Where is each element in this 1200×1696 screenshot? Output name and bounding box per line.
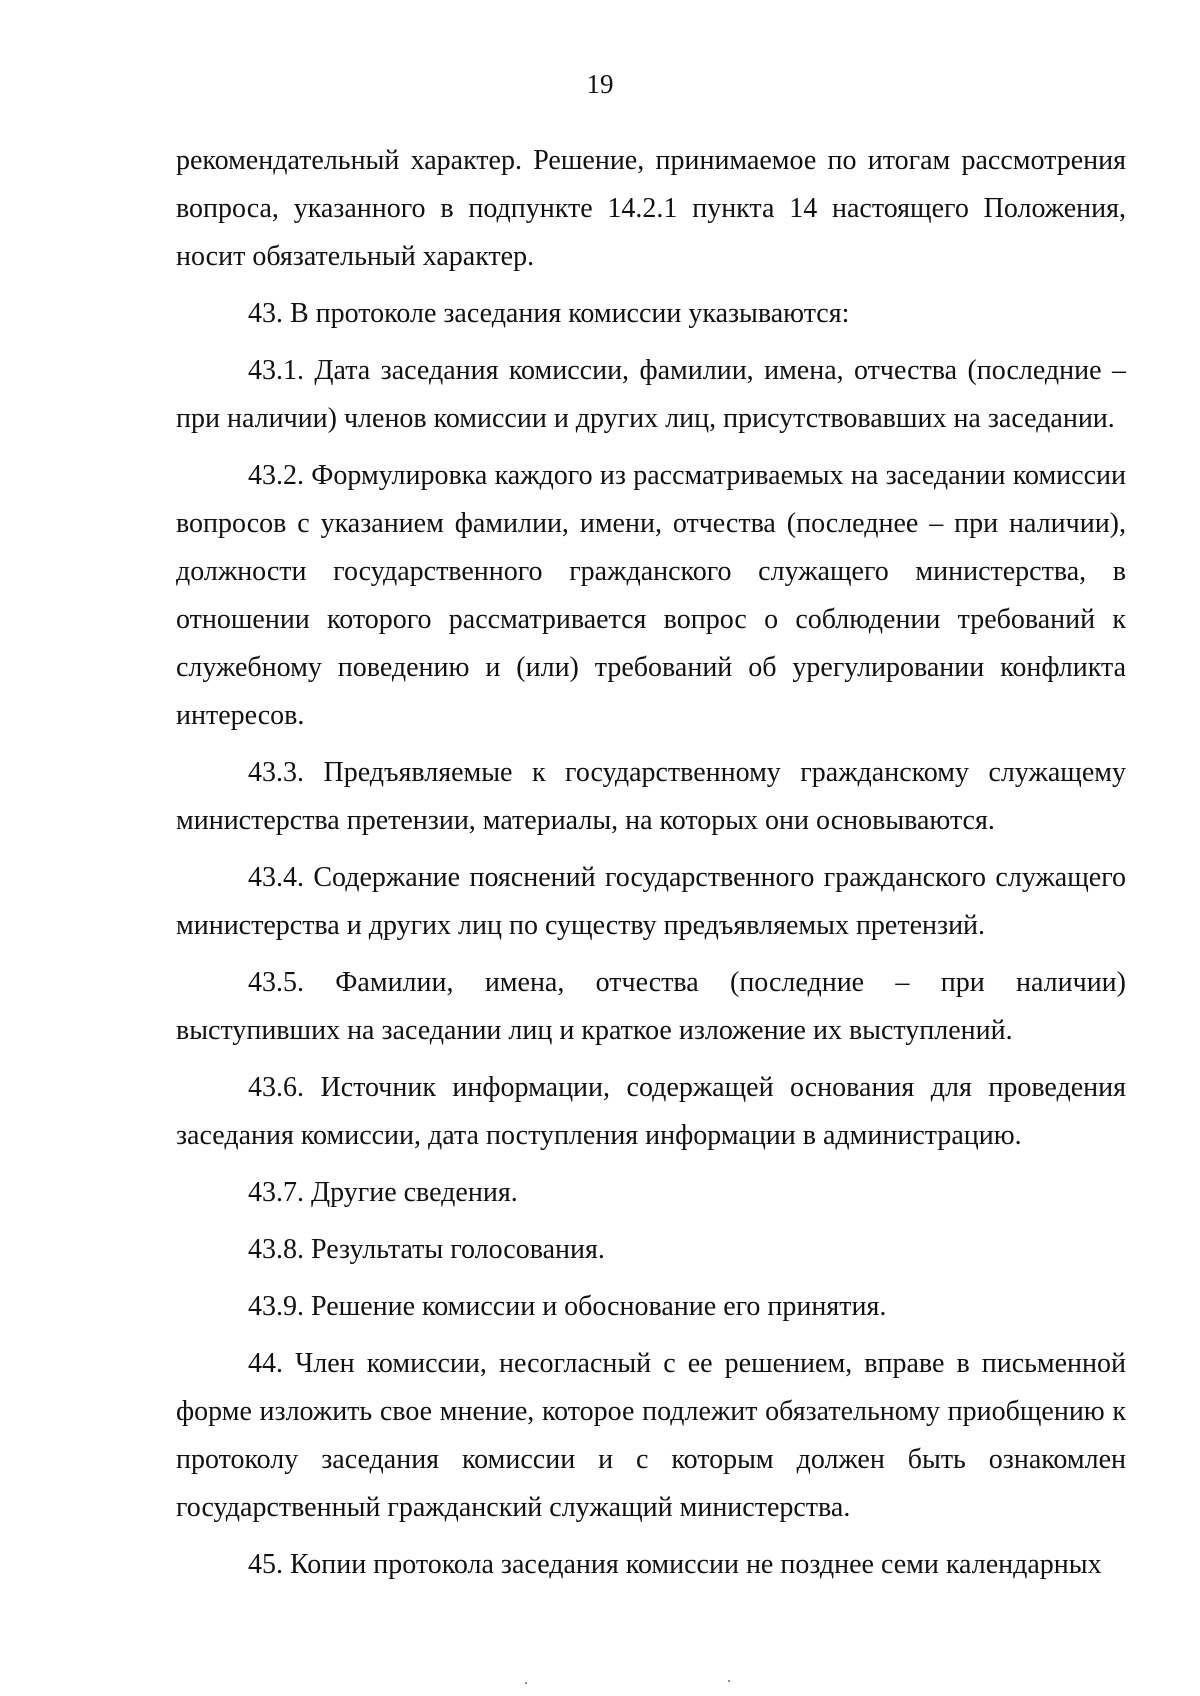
paragraph-43-4: 43.4. Содержание пояснений государственного гражданского служащего министерства и других лиц по существу предъявляемых претензий. [176, 862, 1126, 941]
paragraph-43-7: 43.7. Другие сведения. [248, 1177, 518, 1208]
paragraph-43: 43. В протоколе заседания комиссии указываются: [248, 298, 850, 329]
scan-speck [728, 1680, 730, 1682]
paragraph-43-8: 43.8. Результаты голосования. [248, 1234, 605, 1265]
scan-speck [525, 1682, 527, 1684]
paragraph-43-6: 43.6. Источник информации, содержащей основания для проведения заседания комиссии, дата поступления информации в администрацию. [176, 1072, 1126, 1151]
paragraph-43-3: 43.3. Предъявляемые к государственному гражданскому служащему министерства претензии, материалы, на которых они основываются. [176, 757, 1126, 836]
page-number: 19 [586, 69, 614, 99]
document-body [176, 137, 1126, 1589]
paragraph-continuation: рекомендательный характер. Решение, принимаемое по итогам рассмотрения вопроса, указанного в подпункте 14.2.1 пункта 14 настоящего Положения, носит обязательный характер. [176, 145, 1126, 272]
paragraph-44: 44. Член комиссии, несогласный с ее решением, вправе в письменной форме изложить свое мнение, которое подлежит обязательному приобщению к протоколу заседания комиссии и с которым должен быть ознакомлен государственный гражданский служащий министерства. [176, 1348, 1126, 1523]
paragraph-43-2: 43.2. Формулировка каждого из рассматриваемых на заседании комиссии вопросов с указанием фамилии, имени, отчества (последнее – при наличии), должности государственного гражданского служащего министерства, в отношении которого рассматривается вопрос о соблюдении требований к служебному поведению и (или) требований об урегулировании конфликта интересов. [176, 460, 1126, 731]
paragraph-43-9: 43.9. Решение комиссии и обоснование его принятия. [248, 1291, 887, 1322]
paragraph-43-5: 43.5. Фамилии, имена, отчества (последние – при наличии) выступивших на заседании лиц и краткое изложение их выступлений. [176, 967, 1126, 1046]
paragraph-45: 45. Копии протокола заседания комиссии не позднее семи календарных [248, 1549, 1102, 1580]
paragraph-43-1: 43.1. Дата заседания комиссии, фамилии, имена, отчества (последние – при наличии) членов комиссии и других лиц, присутствовавших на заседании. [176, 355, 1126, 434]
